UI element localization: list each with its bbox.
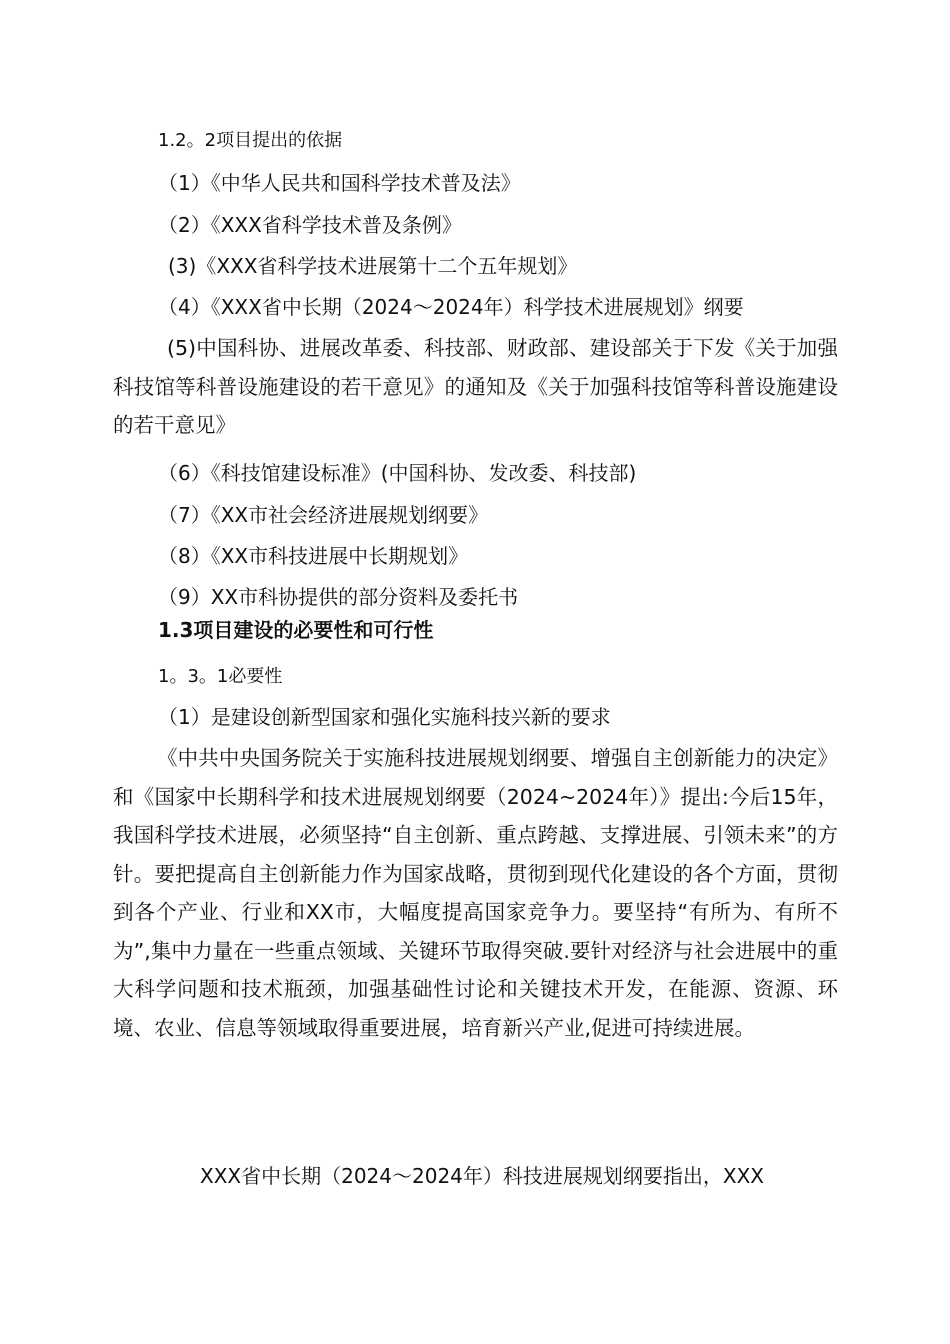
body-paragraph-1: 《中共中央国务院关于实施科技进展规划纲要、增强自主创新能力的决定》和《国家中长期科学和技术进展规划纲要（2024~2024年）》提出:今后15年，我国科学技术进展，必须坚持“自主创新、重点跨越、支撑进展、引领未来”的方针。要把提高自主创新能力作为国家战略，贯彻到现代化建设的各个方面，贯彻到各个产业、行业和XX市，大幅度提高国家竞争力。要坚持“有所为、有所不为”,集中力量在一些重点领域、关键环节取得突破.要针对经济与社会进展中的重大科学问题和技术瓶颈，加强基础性讨论和关键技术开发，在能源、资源、环境、农业、信息等领域取得重要进展，培育新兴产业,促进可持续进展。 — [113, 746, 838, 1040]
basis-item-7: （7）《XX市社会经济进展规划纲要》 — [158, 503, 489, 527]
basis-item-2: （2）《XXX省科学技术普及条例》 — [158, 213, 462, 237]
basis-item-3: (3)《XXX省科学技术进展第十二个五年规划》 — [168, 254, 578, 278]
section-heading-1-3-1: 1。3。1必要性 — [158, 666, 283, 687]
basis-item-9: （9）XX市科协提供的部分资料及委托书 — [158, 585, 519, 609]
basis-item-6: （6）《科技馆建设标准》(中国科协、发改委、科技部) — [158, 461, 637, 485]
section-heading-1-2-2: 1.2。2项目提出的依据 — [158, 130, 343, 151]
basis-item-5: (5)中国科协、进展改革委、科技部、财政部、建设部关于下发《关于加强科技馆等科普设施建设的若干意见》的通知及《关于加强科技馆等科普设施建设的若干意见》 — [113, 336, 838, 437]
section-heading-1-3: 1.3项目建设的必要性和可行性 — [158, 618, 434, 642]
basis-item-8: （8）《XX市科技进展中长期规划》 — [158, 544, 469, 568]
basis-item-4: （4）《XXX省中长期（2024～2024年）科学技术进展规划》纲要 — [158, 295, 744, 319]
basis-item-1: （1）《中华人民共和国科学技术普及法》 — [158, 171, 521, 195]
necessity-item-1: （1）是建设创新型国家和强化实施科技兴新的要求 — [158, 705, 611, 729]
body-paragraph-2-start: XXX省中长期（2024～2024年）科技进展规划纲要指出，XXX — [200, 1164, 765, 1188]
